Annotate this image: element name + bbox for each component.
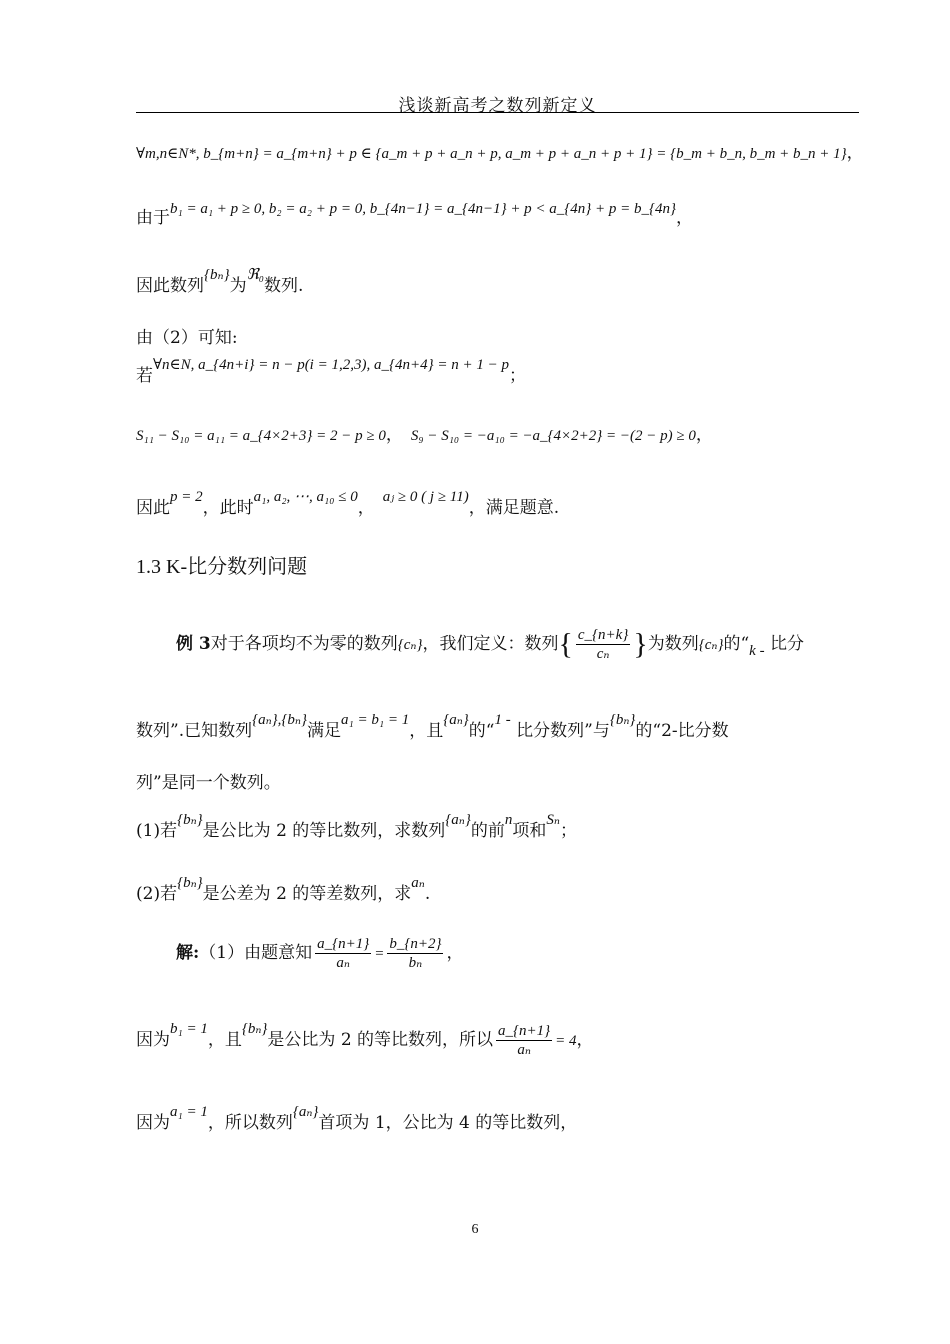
punctuation: ，: [357, 498, 375, 518]
formula-b1: b₁ = 1: [170, 1021, 208, 1037]
section-title: 比分数列问题: [187, 554, 308, 578]
solution-label: 解:: [176, 943, 200, 963]
symbol-sn: Sₙ: [546, 812, 560, 828]
formula-line-6: [136, 420, 713, 445]
formula-s11-s10: S₁₁ − S₁₀ = a₁₁ = a_{4×2+3} = 2 − p ≥ 0: [136, 428, 386, 444]
fraction-cnk-over-cn: $\frac{c\_\{n+k\}}{\text{cₙ}}$: [577, 627, 629, 662]
question-text: 是公比为 2 的等比数列，求数列: [202, 821, 446, 841]
sequence-an: {aₙ}: [292, 1104, 319, 1120]
solution-text: 首项为 1，公比为 4 的等比数列，: [318, 1113, 578, 1133]
example-label: 例 3: [176, 634, 211, 654]
sequence-bn: {bₙ}: [241, 1021, 268, 1037]
sequence-cn: {cₙ}: [698, 637, 724, 653]
question-text: ；: [559, 821, 577, 841]
solution-text: 是公比为 2 的等比数列，所以: [267, 1030, 494, 1050]
formula-aj: aⱼ ≥ 0 ( j ≥ 11): [382, 489, 469, 505]
formula-bmn: ∀m,n∈N*, b_{m+n} = a_{m+n} + p ∈ {a_m + p + a_n + p, a_m + p + a_n + p + 1} = {b_m + b_n, b_m + b_n + 1}: [136, 146, 847, 162]
example-text: 的“: [468, 721, 495, 741]
formula-s9-s10: S₉ − S₁₀ = −a₁₀ = −a_{4×2+2} = −(2 − p) ≥ 0: [410, 428, 696, 444]
solution-text: ，且: [207, 1030, 242, 1050]
formula-line-5: [136, 357, 526, 386]
question-text: 是公差为 2 的等差数列，求: [202, 884, 412, 904]
sequence-bn: {bₙ}: [177, 812, 203, 828]
formula-line-1: [136, 138, 864, 163]
sequences-an-bn: {aₙ},{bₙ}: [252, 712, 308, 728]
solution-line-1: [176, 935, 463, 972]
sequence-cn: {cₙ}: [397, 637, 423, 653]
punctuation: ，: [576, 1030, 594, 1050]
equals-sign: =: [374, 946, 385, 962]
section-heading: [136, 550, 307, 579]
formula-line-2: [136, 203, 693, 228]
text-at-this-time: ，此时: [202, 498, 254, 518]
example-text: 比分数列”与: [510, 721, 610, 741]
text-is: 为: [229, 276, 247, 296]
fraction-bn2-over-bn: $\frac{b\_\{n+2\}}{\text{bₙ}}$: [389, 936, 442, 971]
sequence-bn: {bₙ}: [609, 712, 636, 728]
example-text: 比分: [764, 634, 804, 654]
question-text: 的前: [470, 821, 505, 841]
solution-text: ，所以数列: [207, 1113, 293, 1133]
example-text: 的“: [723, 634, 750, 654]
solution-text: （1）由题意知: [199, 943, 313, 963]
text-satisfies: ，满足题意.: [468, 498, 560, 518]
text-from-part-2: 由（2）可知:: [136, 328, 238, 348]
question-text: 项和: [512, 821, 547, 841]
sequence-bn: {bₙ}: [204, 267, 230, 283]
solution-line-3: [136, 1104, 578, 1133]
text-because: 由于: [136, 208, 170, 228]
solution-line-2: [136, 1022, 594, 1059]
symbol-one: 1 -: [494, 712, 511, 728]
question-text: (1)若: [136, 821, 178, 841]
example-text: 满足: [307, 721, 342, 741]
text-therefore: 因此: [136, 498, 170, 518]
text-therefore: 因此数列: [136, 276, 204, 296]
page-number: 6: [471, 1222, 479, 1237]
punctuation: ，: [385, 425, 403, 445]
example-text: 的“2-比分数: [635, 721, 729, 741]
text-if: 若: [136, 366, 153, 386]
fraction-an1-over-an: $\frac{a\_\{n+1\}}{\text{aₙ}}$: [317, 936, 370, 971]
symbol-k: k -: [749, 643, 765, 659]
punctuation: ，: [676, 208, 694, 228]
header-divider: [136, 112, 859, 113]
punctuation: ，: [446, 943, 464, 963]
symbol-an: aₙ: [411, 875, 425, 891]
text-sequence: 数列.: [264, 276, 304, 296]
equals-four: = 4: [555, 1033, 577, 1049]
sequence-bn: {bₙ}: [177, 875, 203, 891]
sequence-an: {aₙ}: [443, 712, 469, 728]
symbol-n: n: [504, 812, 513, 828]
question-text: .: [424, 884, 431, 904]
header-title: 浅谈新高考之数列新定义: [398, 96, 597, 116]
question-2: [136, 875, 431, 904]
formula-a4n: ∀n∈N, a_{4n+i} = n − p(i = 1,2,3), a_{4n+4} = n + 1 − p: [153, 357, 509, 373]
example-text: 为数列: [647, 634, 699, 654]
formula-b-values: b₁ = a₁ + p ≥ 0, b₂ = a₂ + p = 0, b_{4n−1} = a_{4n−1} + p < a_{4n} + p = b_{4n}: [170, 201, 677, 217]
solution-text: 因为: [136, 1113, 170, 1133]
solution-text: 因为: [136, 1030, 170, 1050]
punctuation: ，: [846, 143, 864, 163]
formula-a1-b1: a₁ = b₁ = 1: [341, 712, 410, 728]
formula-a1: a₁ = 1: [170, 1104, 208, 1120]
example-text: 对于各项均不为零的数列: [210, 634, 398, 654]
punctuation: ；: [508, 366, 526, 386]
formula-a1-a10: a₁, a₂, ⋯, a₁₀ ≤ 0: [253, 489, 358, 505]
formula-p-equals-2: p = 2: [170, 489, 203, 505]
example-line-2: [136, 712, 729, 741]
question-1: [136, 812, 577, 841]
punctuation: ，: [695, 425, 713, 445]
section-number: 1.3 K-: [136, 556, 188, 578]
result-line: [136, 489, 560, 518]
example-text: ，且: [409, 721, 444, 741]
example-line-1: 例 3对于各项均不为零的数列{cₙ}，我们定义：数列{ $\frac{c\_\{n+k\}}{\text{cₙ}}$ }为数列{cₙ}的“k - 比分: [176, 627, 804, 662]
example-text: 数列”.已知数列: [136, 721, 253, 741]
example-line-3: 列”是同一个数列。: [136, 773, 281, 793]
example-text: ，我们定义：数列: [422, 634, 559, 654]
sequence-an: {aₙ}: [445, 812, 471, 828]
fraction-an1-over-an: $\frac{a\_\{n+1\}}{\text{aₙ}}$: [498, 1023, 551, 1058]
question-text: (2)若: [136, 884, 178, 904]
conclusion-line: [136, 267, 304, 296]
symbol-r0: ℜ₀: [246, 267, 265, 283]
